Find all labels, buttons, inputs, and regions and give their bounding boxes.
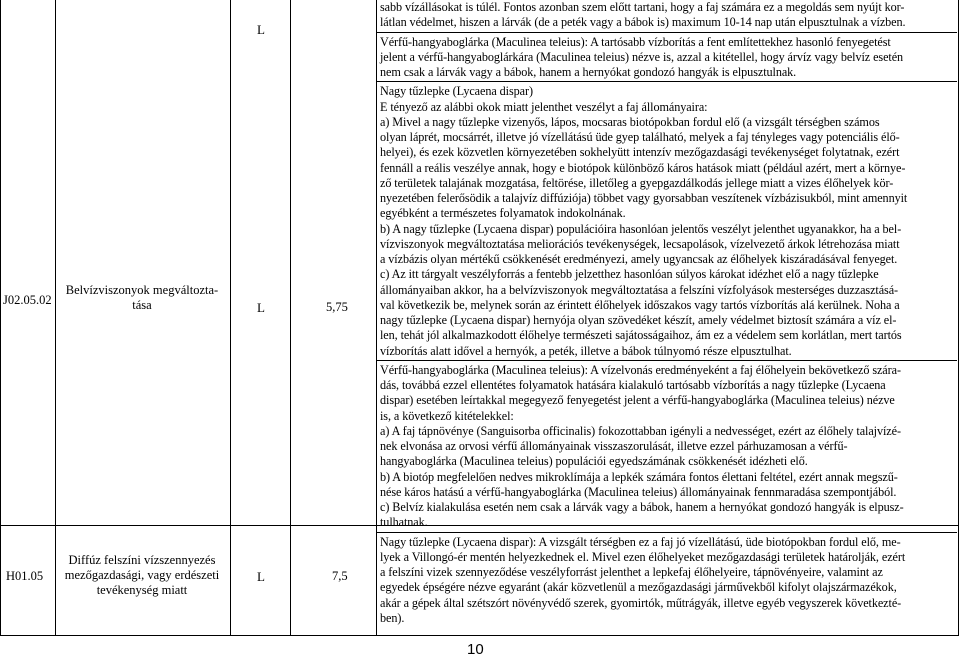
text-line: a felszíni vizek szennyeződése veszélyforrást jelenthet a lepkefaj élőhelyeire, tápnövényeire, valamint az xyxy=(380,565,883,579)
column-divider-category xyxy=(290,0,291,636)
paragraph-separator xyxy=(377,532,957,533)
text-block xyxy=(379,535,957,627)
text-line: nagy tűzlepke (Lycaena dispar) hernyója olyan szövedéket készít, amely védelmet biztosít számára a víz el- xyxy=(380,313,897,327)
table-bottom-border xyxy=(0,635,959,636)
text-line: lyek a Villongó-ér mentén helyezkednek el. Mivel ezen élőhelyeket mezőgazdasági területek határolják, ezért xyxy=(380,549,906,564)
text-block xyxy=(379,0,957,31)
text-line: nek elvonása az orvosi vérfű állományainak visszaszorulását, illetve ezzel párhuzamosan a vérfű- xyxy=(380,439,848,453)
text-line: Nagy tűzlepke (Lycaena dispar) xyxy=(380,84,533,99)
text-line: olyan láprét, mocsárrét, illetve jó vízellátású üde gyep található, melyek a faj tényleges vagy potenciális élő- xyxy=(380,130,900,144)
paragraph-separator xyxy=(377,360,957,361)
text-line: a) Mivel a nagy tűzlepke vizenyős, lápos, mocsaras biotópokban fordul elő (a vizsgált térségben számos xyxy=(380,114,880,129)
threat-category: L xyxy=(257,569,265,584)
column-divider-name xyxy=(230,0,231,636)
text-line: E tényező az alábbi okok miatt jelenthet veszélyt a faj állományaira: xyxy=(380,99,708,114)
text-line: a vízbázis olyan mértékű csökkenését eredményezi, amely ugyancsak az élőhelyek kiszáradásával fenyeget. xyxy=(380,252,898,266)
text-line: jelent a vérfű-hangyaboglárkára (Maculinea teleius) nézve is, azzal a kitétellel, hogy árvíz vagy belvíz esetén xyxy=(380,49,904,64)
text-line: sabb vízállásokat is túlél. Fontos azonban szem előtt tartani, hogy a faj számára ez a megoldás sem nyújt kor- xyxy=(380,0,905,14)
text-line: len, tehát jól alkalmazkodott élőhelye természeti sajátosságaihoz, ám ez a védelem sem korlátlan, mert tartós xyxy=(380,328,902,343)
text-line: a) A faj tápnövénye (Sanguisorba officinalis) fokozottabban igényli a nedvességet, ezért az élőhely talajvízé- xyxy=(380,423,901,438)
text-line: fennáll a reális veszélye annak, hogy e biotópok különböző káros hatások miatt (például azért, mert a környe- xyxy=(380,160,906,175)
text-line: nése káros hatású a vérfű-hangyaboglárka (Maculinea teleius) állományainak fennmaradása szempontjából. xyxy=(380,484,897,499)
text-block xyxy=(379,84,957,359)
text-line: val következik be, melynek során az érintett élőhelyek időszakos vagy tartós vízborítás alá kerülnek. Noha a xyxy=(380,297,900,312)
text-line: ző területek talajának mozgatása, feltörése, illetőleg a gyepgazdálkodás jellege miatt a vizes élőhelyek kör- xyxy=(380,175,894,190)
threat-value: 5,75 xyxy=(326,300,348,314)
text-line: b) A nagy tűzlepke (Lycaena dispar) populációira hasonlóan jelentős veszélyt jelenthet ugyanakkor, ha a bel- xyxy=(380,221,902,236)
text-line: nem csak a lárvák vagy a bábok, hanem a hernyókat gondozó hangyák is elpusztulnak. xyxy=(380,65,797,79)
text-line: vízborítás alatt idővel a hernyók, a peték, illetve a bábok túlnyomó része elpusztulhat. xyxy=(380,343,792,358)
threat-code: H01.05 xyxy=(6,569,44,583)
paragraph-separator xyxy=(377,81,957,82)
paragraph-separator xyxy=(377,32,957,33)
page-number: 10 xyxy=(467,641,484,658)
threat-name: Diffúz felszíni vízszennyezés mezőgazdasági, vagy erdészeti tevékenység miatt xyxy=(64,553,220,597)
threat-value: 7,5 xyxy=(332,569,348,583)
text-block xyxy=(379,35,957,81)
text-line: vízviszonyok megváltoztatása meliorációs tevékenységek, lecsapolások, vízelvezető árkok létrehozása miatt xyxy=(380,236,900,251)
description-column xyxy=(379,0,957,626)
text-line: egyébként a természetes folyamatok indokolnának. xyxy=(380,206,626,221)
text-line: helyei), és ezek közvetlen környezetében sokhelyütt intenzív mezőgazdasági tevékenységet folytatnak, ezért xyxy=(380,145,900,160)
column-divider-value xyxy=(376,0,377,636)
table-left-border xyxy=(0,0,1,636)
threat-name: Belvízviszonyok megváltozta-tása xyxy=(65,283,219,312)
text-line: állományaiban akkor, ha a belvízviszonyok megváltoztatása a felszíni vízfolyások mesterséges duzzasztásá- xyxy=(380,282,899,297)
text-line: b) A biotóp megfelelően nedves mikroklímája a lepkék számára fontos élettani feltétel, ezért annak megszű- xyxy=(380,469,898,484)
text-line: hangyaboglárka (Maculinea teleius) populációi egyedszámának csökkenését idézheti elő. xyxy=(380,454,808,469)
text-line: ben). xyxy=(380,610,405,625)
text-line: Vérfű-hangyaboglárka (Maculinea teleius): A vízelvonás eredményeként a faj élőhelyein bekövetkező szára- xyxy=(380,362,901,377)
text-line: Nagy tűzlepke (Lycaena dispar): A vizsgált térségben ez a faj jó vízellátású, üde biotópokban fordul elő, me- xyxy=(380,534,901,549)
text-line: is, a következő kitételekkel: xyxy=(380,408,514,423)
text-line: tulhatnak. xyxy=(380,515,428,530)
text-line: akár a gépek által szétszórt növényvédő szerek, gyomirtók, műtrágyák, illetve egyéb vegyszerek következté- xyxy=(380,595,902,610)
text-block xyxy=(379,363,957,531)
threat-code: J02.05.02 xyxy=(3,293,52,307)
text-line: egyedek épségére nézve egyaránt (akár közvetlenül a mezőgazdasági járművekből kifolyt olajszármazékok, xyxy=(380,580,897,595)
text-line: Vérfű-hangyaboglárka (Maculinea teleius): A tartósabb vízborítás a fent említettekhez hasonló fenyegetést xyxy=(380,34,891,49)
text-line: c) Az itt tárgyalt veszélyforrás a fentebb jelzetthez hasonlóan súlyos károkat idézhet elő a nagy tűzlepke xyxy=(380,267,879,282)
text-line: nyezetében felerősödik a talajvíz diffúziója) többet vagy gyorsabban veszítenek vízbázisukból, mint amennyit xyxy=(380,191,908,205)
text-line: látlan védelmet, hiszen a lárvák (de a peték vagy a bábok is) maximum 10-14 nap után elpusztulnak a vízben. xyxy=(380,15,906,30)
text-line: dispar) esetében leírtakkal megegyező fenyegetést jelent a vérfű-hangyaboglárka (Maculinea teleius) nézve xyxy=(380,393,895,408)
column-divider-code xyxy=(55,0,56,636)
text-line: dás, továbbá ezzel ellentétes folyamatok hatására kialakuló tartósabb vízborítás a nagy tűzlepke (Lycaena xyxy=(380,378,886,392)
category-header: L xyxy=(257,22,265,37)
text-line: c) Belvíz kialakulása esetén nem csak a lárvák vagy a bábok, hanem a hernyókat gondozó hangyák is elpusz- xyxy=(380,500,904,514)
threat-category: L xyxy=(257,300,265,315)
